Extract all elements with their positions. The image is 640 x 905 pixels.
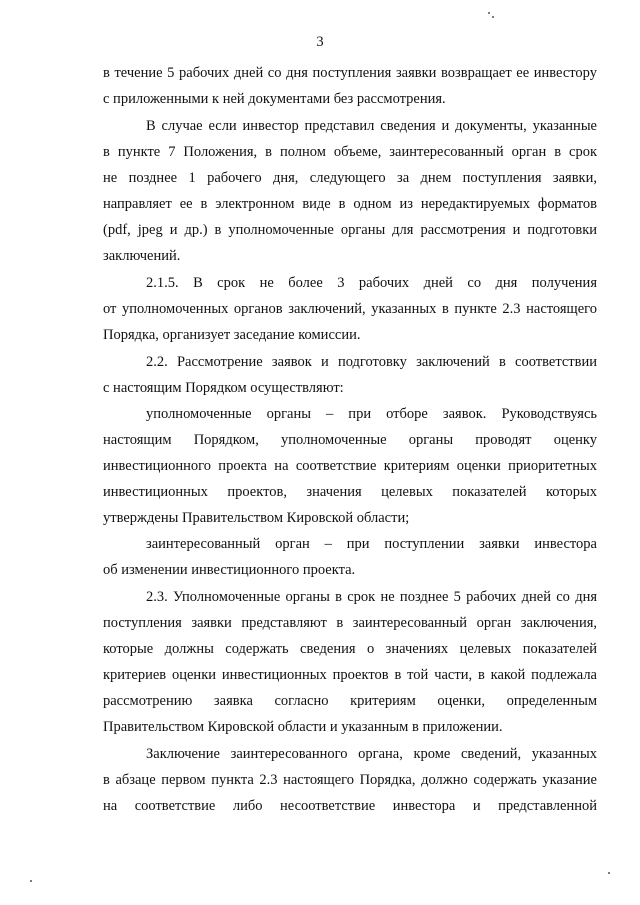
text-line: Правительством Кировской области и указанным в приложении. (103, 719, 503, 735)
scan-speck (492, 16, 494, 18)
text-line: утверждены Правительством Кировской области; (103, 510, 410, 526)
text-line: Заключение заинтересованного органа, кроме сведений, указанных (146, 746, 597, 762)
scan-speck (30, 880, 32, 882)
text-line: В случае если инвестор представил сведения и документы, указанные (146, 118, 597, 134)
text-line: рассмотрению заявка согласно критериям оценки, определенным (103, 693, 597, 709)
text-line: Порядка, организует заседание комиссии. (103, 327, 361, 343)
text-line: не позднее 1 рабочего дня, следующего за днем поступления заявки, (103, 170, 597, 186)
text-line: заинтересованный орган – при поступлении заявки инвестора (146, 536, 597, 552)
text-line: инвестиционного проекта на соответствие критериям оценки приоритетных (103, 458, 597, 474)
scan-speck (608, 872, 610, 874)
text-line: на соответствие либо несоответствие инвестора и представленной (103, 798, 597, 814)
text-line: уполномоченные органы – при отборе заявок. Руководствуясь (146, 406, 597, 422)
text-line: направляет ее в электронном виде в одном из нередактируемых форматов (103, 196, 597, 212)
text-line: настоящим Порядком, уполномоченные органы проводят оценку (103, 432, 597, 448)
text-line: 2.3. Уполномоченные органы в срок не позднее 5 рабочих дней со дня (146, 589, 597, 605)
text-line: от уполномоченных органов заключений, указанных в пункте 2.3 настоящего (103, 301, 597, 317)
text-line: с настоящим Порядком осуществляют: (103, 380, 344, 396)
text-line: в пункте 7 Положения, в полном объеме, заинтересованный орган в срок (103, 144, 597, 160)
text-line: с приложенными к ней документами без рассмотрения. (103, 91, 446, 107)
scan-speck (488, 12, 490, 14)
page-number: 3 (316, 34, 324, 50)
text-line: инвестиционных проектов, значения целевых показателей которых (103, 484, 597, 500)
text-line: которые должны содержать сведения о значениях целевых показателей (103, 641, 597, 657)
text-line: 2.2. Рассмотрение заявок и подготовку заключений в соответствии (146, 354, 597, 370)
text-line: в абзаце первом пункта 2.3 настоящего Порядка, должно содержать указание (103, 772, 597, 788)
text-line: в течение 5 рабочих дней со дня поступления заявки возвращает ее инвестору (103, 65, 597, 81)
text-line: 2.1.5. В срок не более 3 рабочих дней со дня получения (146, 275, 597, 291)
text-line: поступления заявки представляют в заинтересованный орган заключения, (103, 615, 597, 631)
text-line: заключений. (103, 248, 181, 264)
text-line: критериев оценки инвестиционных проектов в той части, в какой подлежала (103, 667, 597, 683)
text-line: (pdf, jpeg и др.) в уполномоченные органы для рассмотрения и подготовки (103, 222, 597, 238)
text-line: об изменении инвестиционного проекта. (103, 562, 356, 578)
